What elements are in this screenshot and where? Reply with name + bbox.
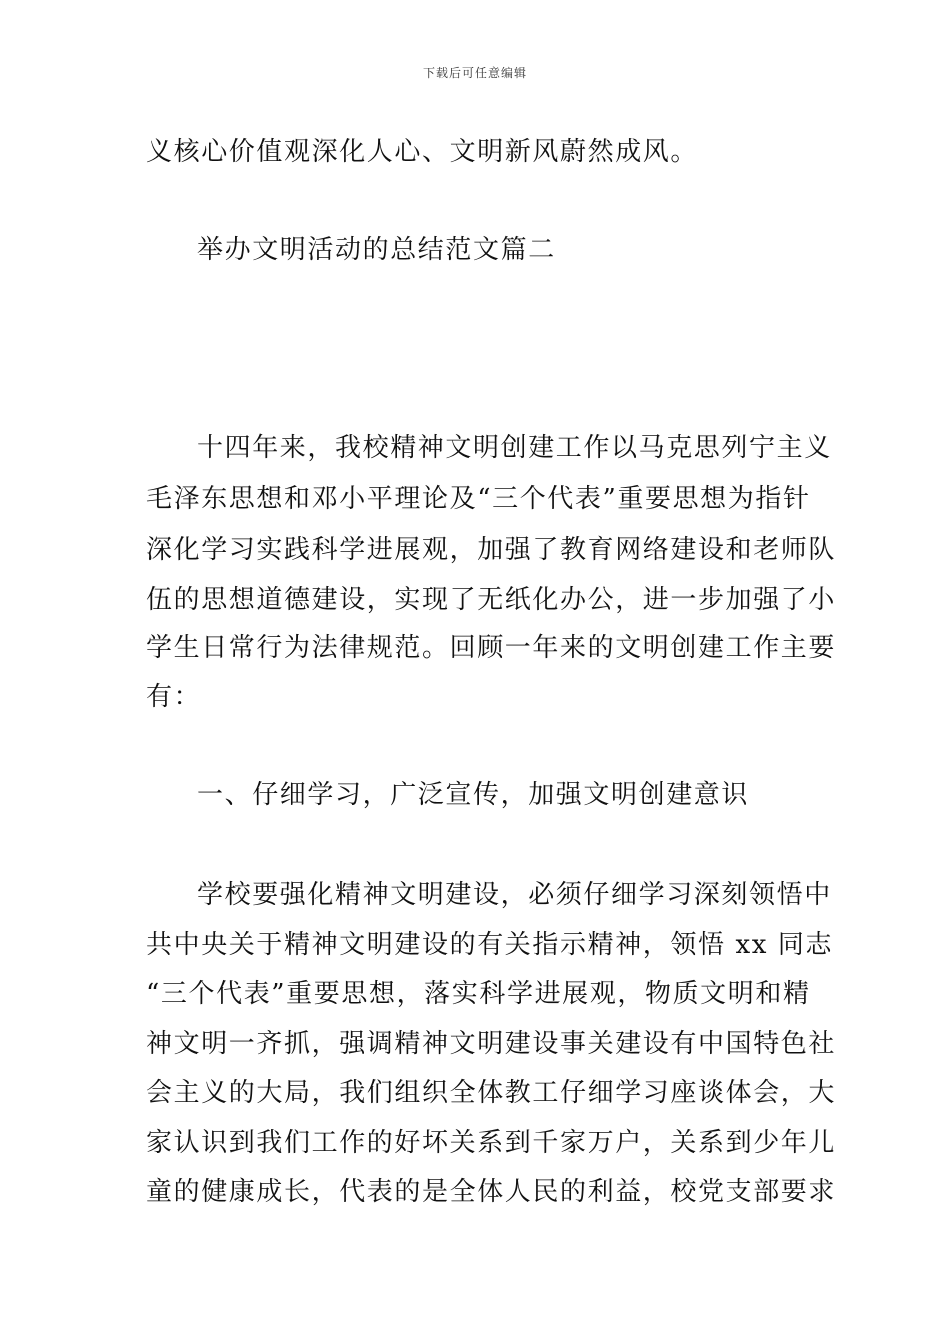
paragraph-line: 有： — [146, 682, 202, 712]
paragraph-line: 学生日常行为法律规范。回顾一年来的文明创建工作主要 — [146, 633, 837, 663]
paragraph-line: 伍的思想道德建设，实现了无纸化办公，进一步加强了小 — [146, 585, 837, 615]
paragraph-line: 十四年来，我校精神文明创建工作以马克思列宁主义 — [197, 433, 832, 463]
section-heading: 举办文明活动的总结范文篇二 — [197, 235, 556, 265]
page-header-note: 下载后可任意编辑 — [422, 66, 527, 80]
paragraph-line: 毛泽东思想和邓小平理论及“三个代表”重要思想为指针 — [146, 484, 811, 514]
subsection-heading: 一、仔细学习，广泛宣传，加强文明创建意识 — [197, 780, 750, 810]
paragraph-line: 会主义的大局，我们组织全体教工仔细学习座谈体会，大 — [146, 1078, 837, 1108]
paragraph-line: “三个代表”重要思想，落实科学进展观，物质文明和精 — [146, 979, 811, 1009]
paragraph-line: 神文明一齐抓，强调精神文明建设事关建设有中国特色社 — [146, 1029, 837, 1059]
paragraph-line: 童的健康成长，代表的是全体人民的利益，校党支部要求 — [146, 1177, 837, 1207]
paragraph-line: 家认识到我们工作的好坏关系到千家万户，关系到少年儿 — [146, 1128, 837, 1158]
paragraph-line: 共中央关于精神文明建设的有关指示精神，领悟 xx 同志 — [146, 930, 834, 960]
text-line: 义核心价值观深化人心、文明新风蔚然成风。 — [146, 137, 699, 167]
paragraph-line: 深化学习实践科学进展观，加强了教育网络建设和老师队 — [146, 535, 837, 565]
paragraph-line: 学校要强化精神文明建设，必须仔细学习深刻领悟中 — [197, 880, 832, 910]
